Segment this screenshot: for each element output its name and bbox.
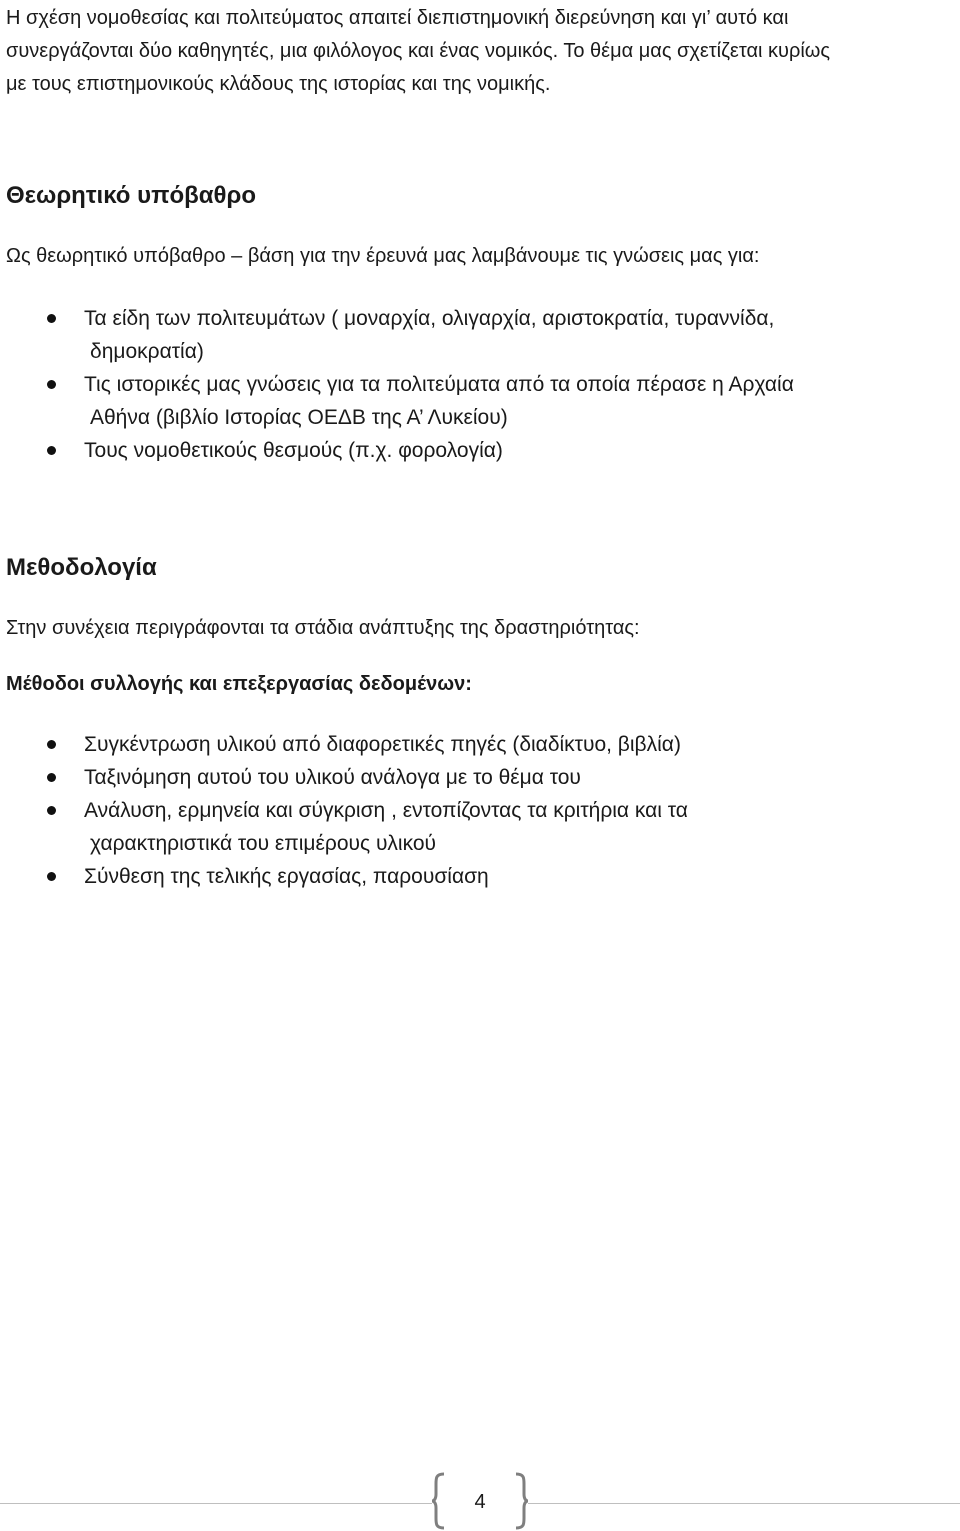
methodology-subheading: Μέθοδοι συλλογής και επεξεργασίας δεδομένων: [6, 673, 472, 695]
bullet-icon [47, 806, 56, 815]
intro-paragraph [6, 2, 946, 101]
methodology-lead: Στην συνέχεια περιγράφονται τα στάδια ανάπτυξης της δραστηριότητας: [6, 617, 640, 639]
bullet-icon [47, 773, 56, 782]
list-item: Τις ιστορικές μας γνώσεις για τα πολιτεύματα από τα οποία πέρασε η Αρχαία Αθήνα (βιβλίο Ιστορίας ΟΕΔΒ της Α’ Λυκείου) [0, 368, 930, 434]
theory-lead: Ως θεωρητικό υπόβαθρο – βάση για την έρευνά μας λαμβάνουμε τις γνώσεις μας για: [6, 245, 760, 267]
page-number: 4 [474, 1491, 486, 1513]
bullet-icon [47, 740, 56, 749]
list-item: Σύνθεση της τελικής εργασίας, παρουσίαση [0, 860, 930, 893]
intro-line: με τους επιστημονικούς κλάδους της ιστορίας και της νομικής. [6, 73, 551, 95]
list-item: Ταξινόμηση αυτού του υλικού ανάλογα με το θέμα του [0, 761, 930, 794]
methodology-heading: Μεθοδολογία [6, 554, 157, 581]
list-item: Συγκέντρωση υλικού από διαφορετικές πηγές (διαδίκτυο, βιβλία) [0, 728, 930, 761]
bullet-icon [47, 314, 56, 323]
page-number-box [432, 1472, 528, 1530]
bullet-icon [47, 380, 56, 389]
bullet-icon [47, 872, 56, 881]
footer-rule-right [528, 1503, 960, 1504]
intro-line: συνεργάζονται δύο καθηγητές, μια φιλόλογος και ένας νομικός. Το θέμα μας σχετίζεται κυρίως [6, 40, 831, 62]
theory-heading: Θεωρητικό υπόβαθρο [6, 182, 257, 209]
list-item: Τους νομοθετικούς θεσμούς (π.χ. φορολογία) [0, 434, 930, 467]
methodology-list [0, 728, 930, 893]
footer-rule-left [0, 1503, 432, 1504]
list-item: Τα είδη των πολιτευμάτων ( μοναρχία, ολιγαρχία, αριστοκρατία, τυραννίδα, δημοκρατία) [0, 302, 930, 368]
theory-list [0, 302, 930, 467]
bullet-icon [47, 446, 56, 455]
intro-line: Η σχέση νομοθεσίας και πολιτεύματος απαιτεί διεπιστημονική διερεύνηση και γι’ αυτό και [6, 7, 789, 29]
list-item: Ανάλυση, ερμηνεία και σύγκριση , εντοπίζοντας τα κριτήρια και τα χαρακτηριστικά του επιμέρους υλικού [0, 794, 930, 860]
